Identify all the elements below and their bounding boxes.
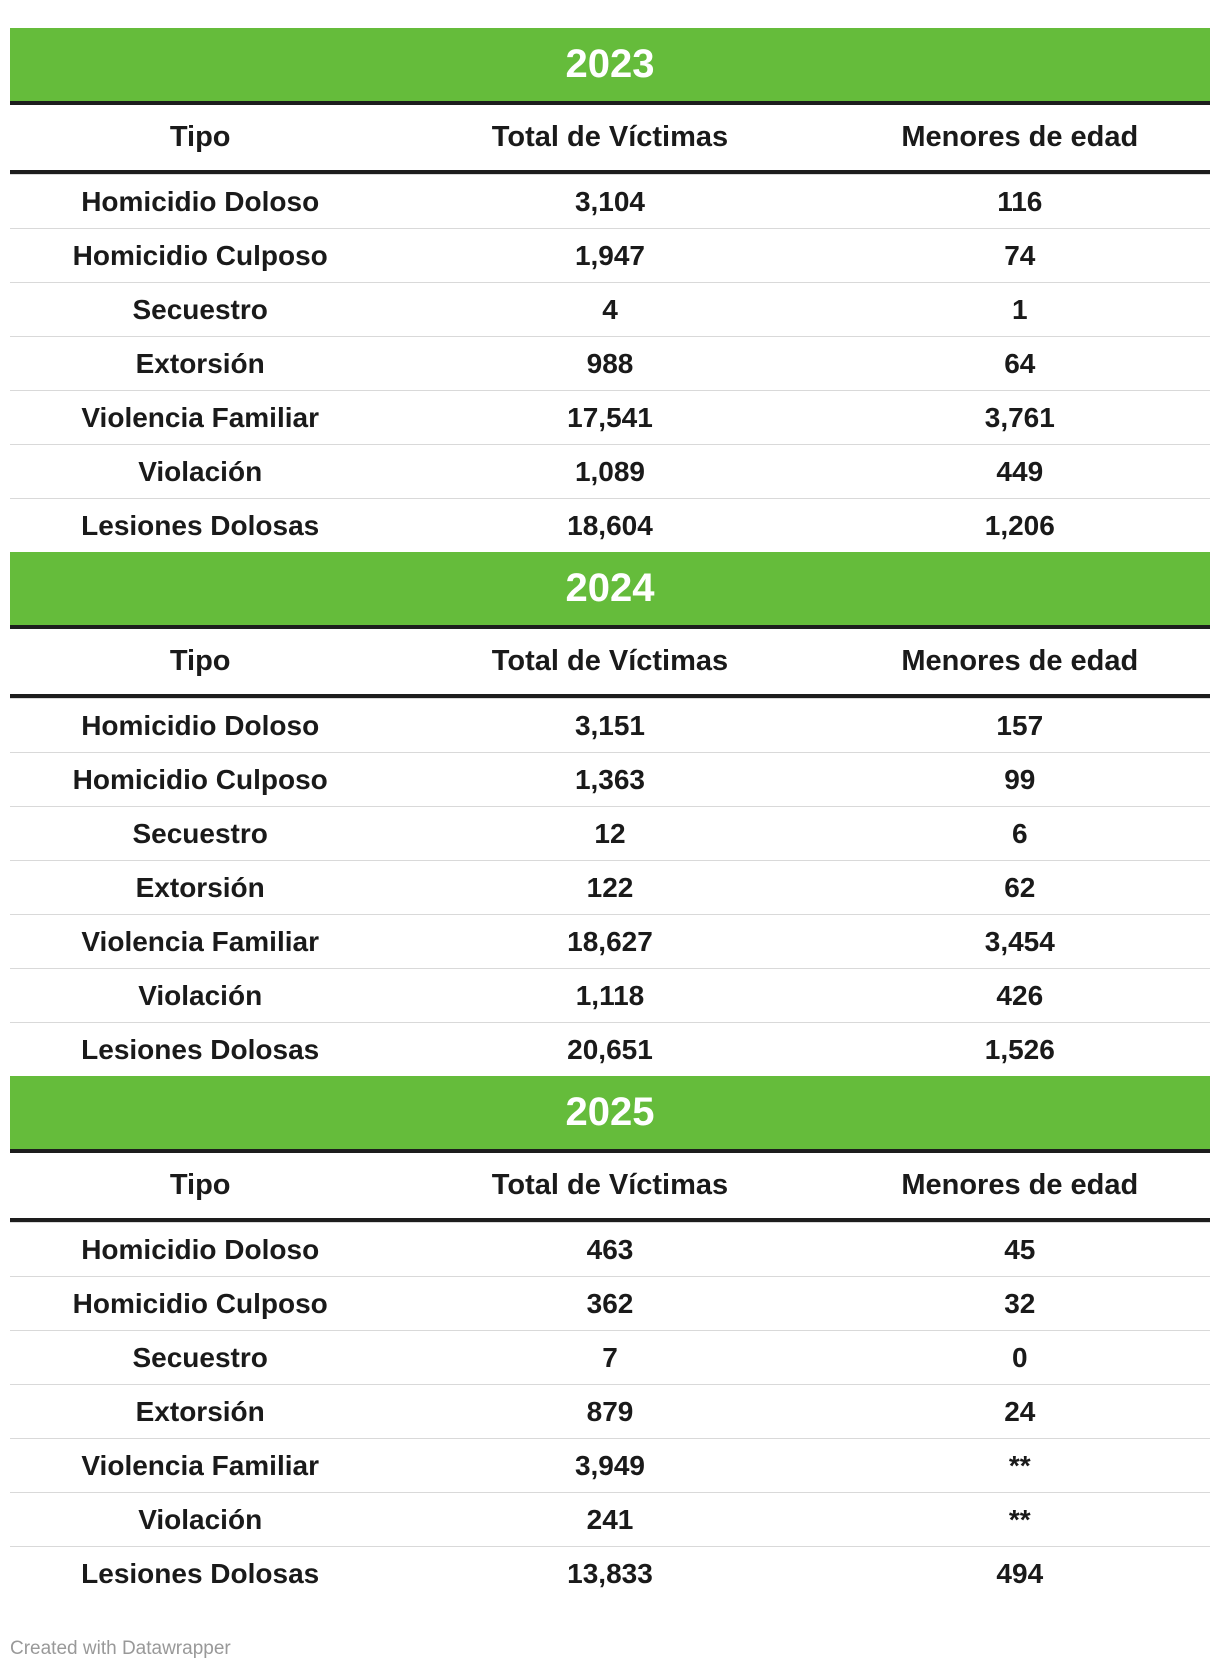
cell-tipo: Lesiones Dolosas — [10, 1546, 390, 1600]
year-band-2024 — [10, 552, 1210, 629]
table-row — [10, 336, 1210, 390]
cell-menores: 3,761 — [830, 390, 1210, 444]
crime-table-2023 — [10, 105, 1210, 552]
cell-tipo: Homicidio Doloso — [10, 174, 390, 228]
table-row — [10, 968, 1210, 1022]
table-row — [10, 390, 1210, 444]
table-row — [10, 1438, 1210, 1492]
cell-menores: 99 — [830, 752, 1210, 806]
cell-total: 241 — [390, 1492, 829, 1546]
column-header-menores: Menores de edad — [830, 1153, 1210, 1222]
cell-total: 879 — [390, 1384, 829, 1438]
table-row — [10, 282, 1210, 336]
cell-tipo: Extorsión — [10, 336, 390, 390]
cell-tipo: Extorsión — [10, 860, 390, 914]
cell-total: 362 — [390, 1276, 829, 1330]
cell-menores: 32 — [830, 1276, 1210, 1330]
cell-tipo: Violencia Familiar — [10, 390, 390, 444]
cell-menores: 116 — [830, 174, 1210, 228]
cell-total: 17,541 — [390, 390, 829, 444]
cell-total: 4 — [390, 282, 829, 336]
table-row — [10, 174, 1210, 228]
table-row — [10, 1022, 1210, 1076]
year-label: 2023 — [565, 42, 655, 86]
year-band-2023 — [10, 28, 1210, 105]
cell-total: 1,947 — [390, 228, 829, 282]
header-row — [10, 629, 1210, 698]
cell-menores: 64 — [830, 336, 1210, 390]
cell-total: 3,949 — [390, 1438, 829, 1492]
table-row — [10, 1222, 1210, 1276]
cell-tipo: Homicidio Doloso — [10, 698, 390, 752]
table-row — [10, 228, 1210, 282]
cell-tipo: Secuestro — [10, 806, 390, 860]
table-row — [10, 444, 1210, 498]
cell-tipo: Homicidio Culposo — [10, 752, 390, 806]
cell-tipo: Secuestro — [10, 282, 390, 336]
cell-menores: 157 — [830, 698, 1210, 752]
year-band-2025 — [10, 1076, 1210, 1153]
cell-total: 12 — [390, 806, 829, 860]
cell-tipo: Homicidio Culposo — [10, 1276, 390, 1330]
year-label: 2024 — [565, 566, 655, 610]
cell-menores: 45 — [830, 1222, 1210, 1276]
cell-menores: 74 — [830, 228, 1210, 282]
table-row — [10, 1546, 1210, 1600]
cell-menores: 1,526 — [830, 1022, 1210, 1076]
column-header-total: Total de Víctimas — [390, 1153, 829, 1222]
cell-menores: ** — [830, 1438, 1210, 1492]
year-label: 2025 — [565, 1090, 655, 1134]
cell-menores: ** — [830, 1492, 1210, 1546]
cell-tipo: Violencia Familiar — [10, 1438, 390, 1492]
cell-tipo: Lesiones Dolosas — [10, 1022, 390, 1076]
cell-menores: 426 — [830, 968, 1210, 1022]
cell-menores: 449 — [830, 444, 1210, 498]
table-row — [10, 1492, 1210, 1546]
cell-menores: 6 — [830, 806, 1210, 860]
table-row — [10, 698, 1210, 752]
cell-tipo: Secuestro — [10, 1330, 390, 1384]
cell-tipo: Violación — [10, 1492, 390, 1546]
cell-menores: 494 — [830, 1546, 1210, 1600]
table-row — [10, 860, 1210, 914]
column-header-tipo: Tipo — [10, 105, 390, 174]
crime-table-2025 — [10, 1153, 1210, 1600]
cell-total: 18,604 — [390, 498, 829, 552]
cell-tipo: Homicidio Doloso — [10, 1222, 390, 1276]
cell-total: 20,651 — [390, 1022, 829, 1076]
table-row — [10, 498, 1210, 552]
column-header-total: Total de Víctimas — [390, 629, 829, 698]
cell-menores: 1 — [830, 282, 1210, 336]
cell-total: 7 — [390, 1330, 829, 1384]
table-row — [10, 1330, 1210, 1384]
cell-total: 1,118 — [390, 968, 829, 1022]
cell-tipo: Violencia Familiar — [10, 914, 390, 968]
column-header-menores: Menores de edad — [830, 629, 1210, 698]
table-row — [10, 914, 1210, 968]
cell-total: 3,151 — [390, 698, 829, 752]
cell-menores: 0 — [830, 1330, 1210, 1384]
table-row — [10, 806, 1210, 860]
crime-table-2024 — [10, 629, 1210, 1076]
cell-total: 3,104 — [390, 174, 829, 228]
datawrapper-credit-link[interactable]: Created with Datawrapper — [10, 1638, 231, 1659]
cell-total: 463 — [390, 1222, 829, 1276]
cell-tipo: Extorsión — [10, 1384, 390, 1438]
column-header-tipo: Tipo — [10, 1153, 390, 1222]
cell-tipo: Violación — [10, 444, 390, 498]
cell-tipo: Lesiones Dolosas — [10, 498, 390, 552]
column-header-tipo: Tipo — [10, 629, 390, 698]
column-header-total: Total de Víctimas — [390, 105, 829, 174]
cell-total: 988 — [390, 336, 829, 390]
cell-total: 18,627 — [390, 914, 829, 968]
table-row — [10, 752, 1210, 806]
cell-menores: 62 — [830, 860, 1210, 914]
cell-total: 1,089 — [390, 444, 829, 498]
header-row — [10, 105, 1210, 174]
cell-total: 13,833 — [390, 1546, 829, 1600]
cell-total: 122 — [390, 860, 829, 914]
cell-menores: 3,454 — [830, 914, 1210, 968]
table-row — [10, 1384, 1210, 1438]
cell-tipo: Homicidio Culposo — [10, 228, 390, 282]
table-row — [10, 1276, 1210, 1330]
column-header-menores: Menores de edad — [830, 105, 1210, 174]
cell-tipo: Violación — [10, 968, 390, 1022]
cell-total: 1,363 — [390, 752, 829, 806]
header-row — [10, 1153, 1210, 1222]
cell-menores: 1,206 — [830, 498, 1210, 552]
cell-menores: 24 — [830, 1384, 1210, 1438]
